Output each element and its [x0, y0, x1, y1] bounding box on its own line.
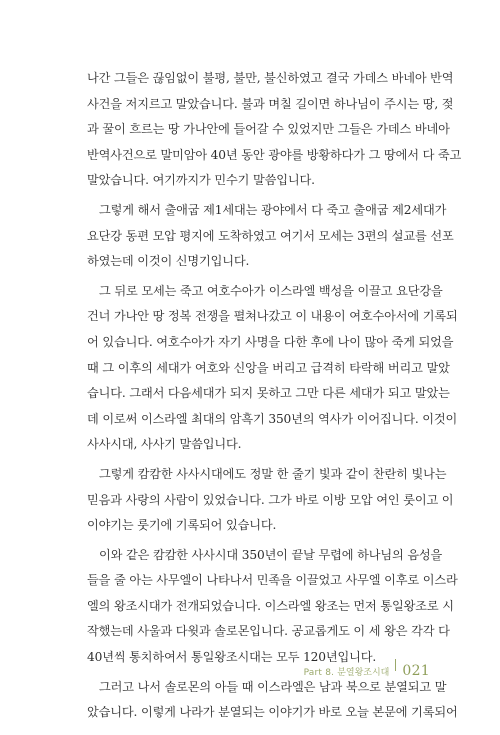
text-line: 들을 줄 아는 사무엘이 나타나서 민족을 이끌었고 사무엘 이후로 이스라	[87, 573, 458, 588]
text-line: 작했는데 사울과 다윗과 솔로몬입니다. 공교롭게도 이 세 왕은 각각 다	[87, 624, 450, 639]
paragraph	[87, 462, 454, 539]
text-line: 40년씩 통치하여서 통일왕조시대는 모두 120년입니다.	[87, 650, 377, 665]
text-line: 하였는데 이것이 신명기입니다.	[87, 254, 250, 269]
paragraph	[87, 198, 454, 275]
text-line: 그 뒤로 모세는 죽고 여호수아가 이스라엘 백성을 이끌고 요단강을	[99, 283, 443, 298]
text-line: 건너 가나안 땅 정복 전쟁을 펼쳐나갔고 이 내용이 여호수아서에 기록되	[87, 309, 458, 324]
paragraph	[87, 543, 458, 671]
part-label: Part 8.	[303, 668, 335, 678]
text-line: 요단강 동편 모압 평지에 도착하였고 여기서 모세는 3편의 설교를 선포	[87, 228, 454, 243]
text-line: 엘의 왕조시대가 전개되었습니다. 이스라엘 왕조는 먼저 통일왕조로 시	[87, 598, 454, 613]
text-line: 사건을 저지르고 말았습니다. 불과 며칠 길이면 하나님이 주시는 땅, 젖	[87, 96, 454, 111]
footer-divider	[395, 659, 396, 671]
text-line: 나간 그들은 끊임없이 불평, 불만, 불신하였고 결국 가데스 바네아 반역	[87, 71, 454, 85]
paragraph	[87, 279, 458, 458]
text-line: 이야기는 룻기에 기록되어 있습니다.	[87, 518, 277, 533]
text-line: 어 있습니다. 여호수아가 자기 사명을 다한 후에 나이 많아 죽게 되었을	[87, 334, 454, 349]
text-line: 습니다. 그래서 다음세대가 되지 못하고 그만 다른 세대가 되고 말았는	[87, 386, 450, 401]
text-line: 사사시대, 사사기 말씀입니다.	[87, 437, 242, 452]
text-line: 반역사건으로 말미암아 40년 동안 광야를 방황하다가 그 땅에서 다 죽고	[87, 147, 462, 162]
page-footer	[304, 663, 430, 679]
page-number: 021	[402, 663, 430, 679]
text-line: 믿음과 사랑의 사람이 있었습니다. 그가 바로 이방 모압 여인 룻이고 이	[87, 492, 454, 507]
chapter-title: 분열왕조시대	[337, 668, 390, 678]
text-line: 았습니다. 이렇게 나라가 분열되는 이야기가 바로 오늘 본문에 기록되어	[87, 705, 458, 720]
text-line: 말았습니다. 여기까지가 민수기 말씀입니다.	[87, 173, 315, 188]
text-line: 때 그 이후의 세대가 여호와 신앙을 버리고 급격히 타락해 버리고 말았	[87, 360, 450, 375]
text-line: 그렇게 해서 출애굽 제1세대는 광야에서 다 죽고 출애굽 제2세대가	[99, 202, 447, 217]
text-line: 그렇게 캄캄한 사사시대에도 정말 한 줄기 빛과 같이 찬란히 빛나는	[99, 466, 447, 481]
paragraph	[87, 66, 462, 194]
text-line: 그러고 나서 솔로몬의 아들 때 이스라엘은 남과 북으로 분열되고 말	[99, 679, 447, 694]
body-text	[87, 66, 462, 730]
text-line: 데 이로써 이스라엘 최대의 암흑기 350년의 역사가 이어집니다. 이것이	[87, 411, 458, 426]
text-line: 과 꿀이 흐르는 땅 가나안에 들어갈 수 있었지만 그들은 가데스 바네아	[87, 122, 450, 137]
text-line: 이와 같은 캄캄한 사사시대 350년이 끝날 무렵에 하나님의 음성을	[99, 547, 443, 562]
paragraph	[87, 675, 458, 726]
